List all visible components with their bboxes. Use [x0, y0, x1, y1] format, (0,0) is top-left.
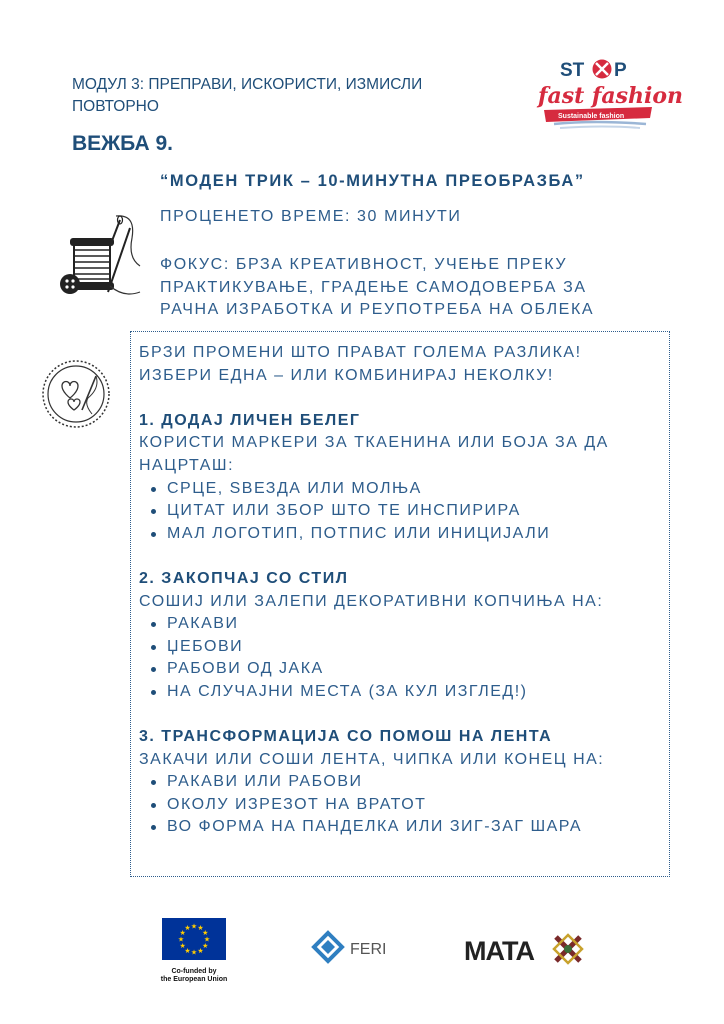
eu-star-icon: ★ — [184, 947, 191, 955]
eu-star-icon: ★ — [202, 943, 209, 950]
list-item: ОКОЛУ ИЗРЕЗОТ НА ВРАТОТ — [139, 794, 663, 817]
section-3-title: 3. ТРАНСФОРМАЦИЈА СО ПОМОШ НА ЛЕНТА — [139, 728, 553, 746]
eu-star-icon: ★ — [190, 949, 198, 957]
mata-logo — [462, 932, 584, 968]
focus-text: ФОКУС: БРЗА КРЕАТИВНОСТ, УЧЕЊЕ ПРЕКУ ПРАКТИКУВАЊЕ, ГРАДЕЊЕ САМОДОВЕРБА ЗА РАЧНА ИЗРАБОТКА И РЕУПОТРЕБА НА ОБЛЕКА — [160, 256, 595, 318]
module-heading: МОДУЛ 3: ПРЕПРАВИ, ИСКОРИСТИ, ИЗМИСЛИ ПОВТОРНО — [72, 76, 423, 115]
section-2-text: СОШИЈ ИЛИ ЗАЛЕПИ ДЕКОРАТИВНИ КОПЧИЊА НА: — [139, 592, 604, 610]
feri-logo — [312, 930, 392, 966]
list-item: РАКАВИ — [139, 613, 663, 636]
heart-patch-icon — [40, 358, 112, 430]
eu-caption-line-1: Co-funded by — [171, 968, 217, 975]
section-1-text: КОРИСТИ МАРКЕРИ ЗА ТКАЕНИНА ИЛИ БОЈА ЗА ДА НАЦРТАШ: — [139, 434, 609, 474]
list-item: ЦИТАТ ИЛИ ЗБОР ШТО ТЕ ИНСПИРИРА — [139, 500, 663, 523]
section-2-list — [139, 613, 663, 703]
eu-star-icon: ★ — [197, 947, 204, 955]
logo-banner-text: Sustainable fashion — [558, 113, 625, 120]
logo-p-text: P — [614, 60, 627, 81]
list-item: ВО ФОРМА НА ПАНДЕЛКА ИЛИ ЗИГ-ЗАГ ШАРА — [139, 816, 663, 839]
eu-cofunded-logo — [156, 918, 232, 984]
logo-fast-fashion-text: fast fashion — [538, 83, 684, 109]
eu-star-icon: ★ — [177, 936, 185, 944]
list-item: РАБОВИ ОД ЈАКА — [139, 658, 663, 681]
section-1-title: 1. ДОДАЈ ЛИЧЕН БЕЛЕГ — [139, 411, 361, 429]
instructions-box — [130, 331, 670, 877]
list-item: ЏЕБОВИ — [139, 636, 663, 659]
section-1-list — [139, 478, 663, 546]
stop-fast-fashion-logo — [534, 54, 684, 136]
list-item: РАКАВИ ИЛИ РАБОВИ — [139, 771, 663, 794]
eu-star-icon: ★ — [197, 925, 204, 933]
eu-star-icon: ★ — [184, 925, 191, 933]
intro-line-1: БРЗИ ПРОМЕНИ ШТО ПРАВАТ ГОЛЕМА РАЗЛИКА! — [139, 344, 582, 361]
feri-logo-text: FERI — [350, 941, 387, 958]
mata-logo-text: MATA — [464, 936, 534, 966]
section-3-text: ЗАКАЧИ ИЛИ СОШИ ЛЕНТА, ЧИПКА ИЛИ КОНЕЦ НА: — [139, 750, 605, 768]
sewing-thread-icon — [54, 208, 150, 304]
eu-star-icon: ★ — [203, 936, 211, 944]
estimated-time: ПРОЦЕНЕТО ВРЕМЕ: 30 МИНУТИ — [160, 208, 462, 225]
logo-st-text: ST — [560, 60, 585, 81]
eu-star-icon: ★ — [190, 923, 198, 931]
eu-star-icon: ★ — [179, 930, 186, 937]
section-3-list — [139, 771, 663, 839]
exercise-subtitle: “МОДЕН ТРИК – 10-МИНУТНА ПРЕОБРАЗБА” — [160, 172, 585, 190]
eu-flag-icon — [162, 918, 226, 960]
eu-star-icon: ★ — [202, 930, 209, 937]
list-item: СРЦЕ, ЅВЕЗДА ИЛИ МОЛЊА — [139, 478, 663, 501]
exercise-title: ВЕЖБА 9. — [72, 132, 173, 155]
intro-line-2: ИЗБЕРИ ЕДНА – ИЛИ КОМБИНИРАЈ НЕКОЛКУ! — [139, 366, 554, 384]
eu-caption-line-2: the European Union — [160, 976, 228, 983]
section-2-title: 2. ЗАКОПЧАЈ СО СТИЛ — [139, 569, 349, 587]
eu-star-icon: ★ — [179, 943, 186, 950]
list-item: МАЛ ЛОГОТИП, ПОТПИС ИЛИ ИНИЦИЈАЛИ — [139, 523, 663, 546]
list-item: НА СЛУЧАЈНИ МЕСТА (ЗА КУЛ ИЗГЛЕД!) — [139, 681, 663, 704]
